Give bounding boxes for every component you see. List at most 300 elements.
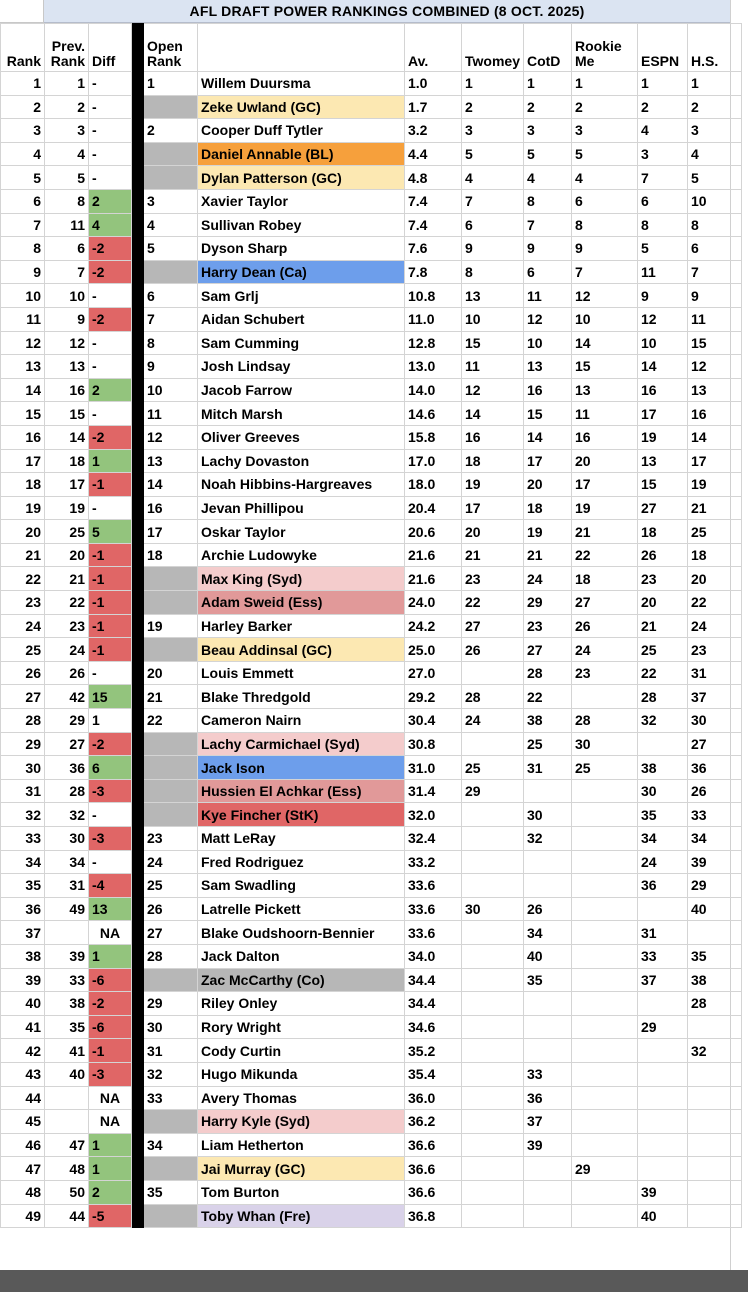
hs-cell[interactable]: 35 (687, 944, 741, 968)
cotd-cell[interactable]: 39 (523, 1133, 571, 1157)
average-cell[interactable]: 24.0 (405, 591, 462, 615)
rookie-me-cell[interactable]: 26 (571, 614, 637, 638)
prev-rank-cell[interactable]: 8 (45, 189, 89, 213)
average-cell[interactable]: 1.0 (405, 72, 462, 96)
player-name-cell[interactable]: Daniel Annable (BL) (198, 142, 405, 166)
prev-rank-cell[interactable] (45, 921, 89, 945)
hs-cell[interactable]: 22 (687, 591, 741, 615)
rookie-me-cell[interactable]: 11 (571, 402, 637, 426)
diff-cell[interactable]: -3 (89, 779, 132, 803)
header-player[interactable] (198, 24, 405, 72)
player-name-cell[interactable]: Beau Addinsal (GC) (198, 638, 405, 662)
twomey-cell[interactable]: 27 (462, 614, 524, 638)
rookie-me-cell[interactable] (571, 827, 637, 851)
twomey-cell[interactable]: 9 (462, 237, 524, 261)
rookie-me-cell[interactable]: 8 (571, 213, 637, 237)
average-cell[interactable]: 29.2 (405, 685, 462, 709)
twomey-cell[interactable] (462, 827, 524, 851)
rank-cell[interactable]: 12 (1, 331, 45, 355)
prev-rank-cell[interactable]: 12 (45, 331, 89, 355)
twomey-cell[interactable]: 11 (462, 355, 524, 379)
cotd-cell[interactable]: 40 (523, 944, 571, 968)
cotd-cell[interactable]: 16 (523, 378, 571, 402)
hs-cell[interactable]: 4 (687, 142, 741, 166)
espn-cell[interactable]: 11 (637, 260, 687, 284)
player-name-cell[interactable]: Willem Duursma (198, 72, 405, 96)
twomey-cell[interactable]: 2 (462, 95, 524, 119)
prev-rank-cell[interactable]: 4 (45, 142, 89, 166)
player-name-cell[interactable]: Sam Swadling (198, 874, 405, 898)
prev-rank-cell[interactable] (45, 1110, 89, 1134)
average-cell[interactable]: 34.4 (405, 968, 462, 992)
twomey-cell[interactable] (462, 944, 524, 968)
open-rank-cell[interactable]: 13 (144, 449, 198, 473)
cotd-cell[interactable]: 17 (523, 449, 571, 473)
cotd-cell[interactable]: 9 (523, 237, 571, 261)
rank-cell[interactable]: 14 (1, 378, 45, 402)
diff-cell[interactable]: 2 (89, 1180, 132, 1204)
prev-rank-cell[interactable]: 10 (45, 284, 89, 308)
cotd-cell[interactable]: 8 (523, 189, 571, 213)
average-cell[interactable]: 25.0 (405, 638, 462, 662)
rank-cell[interactable]: 8 (1, 237, 45, 261)
diff-cell[interactable]: - (89, 166, 132, 190)
average-cell[interactable]: 33.6 (405, 921, 462, 945)
hs-cell[interactable]: 6 (687, 237, 741, 261)
hs-cell[interactable]: 34 (687, 827, 741, 851)
rank-cell[interactable]: 44 (1, 1086, 45, 1110)
rank-cell[interactable]: 19 (1, 496, 45, 520)
hs-cell[interactable]: 3 (687, 119, 741, 143)
average-cell[interactable]: 7.4 (405, 189, 462, 213)
rank-cell[interactable]: 24 (1, 614, 45, 638)
twomey-cell[interactable] (462, 1133, 524, 1157)
player-name-cell[interactable]: Harry Kyle (Syd) (198, 1110, 405, 1134)
diff-cell[interactable]: 4 (89, 213, 132, 237)
hs-cell[interactable]: 37 (687, 685, 741, 709)
open-rank-cell[interactable]: 14 (144, 473, 198, 497)
cotd-cell[interactable]: 18 (523, 496, 571, 520)
player-name-cell[interactable]: Latrelle Pickett (198, 897, 405, 921)
average-cell[interactable]: 36.6 (405, 1133, 462, 1157)
rank-cell[interactable]: 40 (1, 992, 45, 1016)
open-rank-cell[interactable]: 8 (144, 331, 198, 355)
twomey-cell[interactable] (462, 1110, 524, 1134)
player-name-cell[interactable]: Hugo Mikunda (198, 1062, 405, 1086)
diff-cell[interactable]: -1 (89, 1039, 132, 1063)
hs-cell[interactable]: 9 (687, 284, 741, 308)
hs-cell[interactable]: 16 (687, 402, 741, 426)
open-rank-cell[interactable] (144, 638, 198, 662)
hs-cell[interactable]: 5 (687, 166, 741, 190)
average-cell[interactable]: 35.2 (405, 1039, 462, 1063)
cotd-cell[interactable]: 31 (523, 756, 571, 780)
rank-cell[interactable]: 1 (1, 72, 45, 96)
espn-cell[interactable]: 38 (637, 756, 687, 780)
rookie-me-cell[interactable]: 9 (571, 237, 637, 261)
cotd-cell[interactable] (523, 874, 571, 898)
open-rank-cell[interactable]: 22 (144, 709, 198, 733)
diff-cell[interactable]: - (89, 850, 132, 874)
rank-cell[interactable]: 9 (1, 260, 45, 284)
hs-cell[interactable]: 12 (687, 355, 741, 379)
prev-rank-cell[interactable]: 32 (45, 803, 89, 827)
player-name-cell[interactable]: Jacob Farrow (198, 378, 405, 402)
hs-cell[interactable] (687, 921, 741, 945)
rank-cell[interactable]: 5 (1, 166, 45, 190)
player-name-cell[interactable]: Matt LeRay (198, 827, 405, 851)
average-cell[interactable]: 3.2 (405, 119, 462, 143)
rookie-me-cell[interactable] (571, 1110, 637, 1134)
diff-cell[interactable]: - (89, 142, 132, 166)
twomey-cell[interactable]: 23 (462, 567, 524, 591)
average-cell[interactable]: 27.0 (405, 661, 462, 685)
open-rank-cell[interactable]: 6 (144, 284, 198, 308)
rank-cell[interactable]: 31 (1, 779, 45, 803)
cotd-cell[interactable]: 28 (523, 661, 571, 685)
espn-cell[interactable]: 21 (637, 614, 687, 638)
rookie-me-cell[interactable]: 6 (571, 189, 637, 213)
open-rank-cell[interactable]: 16 (144, 496, 198, 520)
rank-cell[interactable]: 18 (1, 473, 45, 497)
rank-cell[interactable]: 34 (1, 850, 45, 874)
prev-rank-cell[interactable]: 9 (45, 307, 89, 331)
cotd-cell[interactable]: 19 (523, 520, 571, 544)
diff-cell[interactable]: -1 (89, 638, 132, 662)
diff-cell[interactable]: -2 (89, 260, 132, 284)
diff-cell[interactable]: - (89, 661, 132, 685)
hs-cell[interactable]: 39 (687, 850, 741, 874)
rookie-me-cell[interactable] (571, 685, 637, 709)
average-cell[interactable]: 10.8 (405, 284, 462, 308)
twomey-cell[interactable]: 17 (462, 496, 524, 520)
diff-cell[interactable]: - (89, 331, 132, 355)
open-rank-cell[interactable]: 1 (144, 72, 198, 96)
espn-cell[interactable]: 3 (637, 142, 687, 166)
player-name-cell[interactable]: Oskar Taylor (198, 520, 405, 544)
hs-cell[interactable]: 13 (687, 378, 741, 402)
diff-cell[interactable]: 5 (89, 520, 132, 544)
average-cell[interactable]: 4.4 (405, 142, 462, 166)
rookie-me-cell[interactable] (571, 968, 637, 992)
player-name-cell[interactable]: Louis Emmett (198, 661, 405, 685)
rank-cell[interactable]: 7 (1, 213, 45, 237)
prev-rank-cell[interactable]: 42 (45, 685, 89, 709)
diff-cell[interactable]: -4 (89, 874, 132, 898)
player-name-cell[interactable]: Max King (Syd) (198, 567, 405, 591)
player-name-cell[interactable]: Mitch Marsh (198, 402, 405, 426)
espn-cell[interactable]: 23 (637, 567, 687, 591)
twomey-cell[interactable] (462, 661, 524, 685)
prev-rank-cell[interactable]: 2 (45, 95, 89, 119)
header-espn[interactable]: ESPN (637, 24, 687, 72)
rookie-me-cell[interactable] (571, 992, 637, 1016)
twomey-cell[interactable] (462, 803, 524, 827)
espn-cell[interactable] (637, 1062, 687, 1086)
open-rank-cell[interactable]: 33 (144, 1086, 198, 1110)
espn-cell[interactable]: 31 (637, 921, 687, 945)
open-rank-cell[interactable]: 3 (144, 189, 198, 213)
diff-cell[interactable]: -2 (89, 307, 132, 331)
twomey-cell[interactable] (462, 968, 524, 992)
diff-cell[interactable]: - (89, 496, 132, 520)
cotd-cell[interactable]: 5 (523, 142, 571, 166)
espn-cell[interactable] (637, 1133, 687, 1157)
rank-cell[interactable]: 39 (1, 968, 45, 992)
rank-cell[interactable]: 2 (1, 95, 45, 119)
open-rank-cell[interactable] (144, 779, 198, 803)
diff-cell[interactable]: -2 (89, 732, 132, 756)
open-rank-cell[interactable]: 9 (144, 355, 198, 379)
header-cotd[interactable]: CotD (523, 24, 571, 72)
diff-cell[interactable]: -1 (89, 473, 132, 497)
hs-cell[interactable]: 24 (687, 614, 741, 638)
rookie-me-cell[interactable] (571, 1062, 637, 1086)
diff-cell[interactable]: - (89, 284, 132, 308)
espn-cell[interactable]: 36 (637, 874, 687, 898)
hs-cell[interactable] (687, 1086, 741, 1110)
open-rank-cell[interactable]: 21 (144, 685, 198, 709)
open-rank-cell[interactable]: 12 (144, 425, 198, 449)
cotd-cell[interactable]: 21 (523, 543, 571, 567)
open-rank-cell[interactable]: 7 (144, 307, 198, 331)
rank-cell[interactable]: 46 (1, 1133, 45, 1157)
open-rank-cell[interactable]: 10 (144, 378, 198, 402)
cotd-cell[interactable] (523, 1015, 571, 1039)
espn-cell[interactable]: 2 (637, 95, 687, 119)
player-name-cell[interactable]: Tom Burton (198, 1180, 405, 1204)
espn-cell[interactable] (637, 1110, 687, 1134)
twomey-cell[interactable]: 16 (462, 425, 524, 449)
player-name-cell[interactable]: Dylan Patterson (GC) (198, 166, 405, 190)
average-cell[interactable]: 32.4 (405, 827, 462, 851)
rookie-me-cell[interactable] (571, 921, 637, 945)
header-rank[interactable]: Rank (1, 24, 45, 72)
player-name-cell[interactable]: Dyson Sharp (198, 237, 405, 261)
cotd-cell[interactable]: 34 (523, 921, 571, 945)
twomey-cell[interactable]: 20 (462, 520, 524, 544)
player-name-cell[interactable]: Lachy Carmichael (Syd) (198, 732, 405, 756)
diff-cell[interactable]: 1 (89, 449, 132, 473)
average-cell[interactable]: 20.6 (405, 520, 462, 544)
hs-cell[interactable] (687, 1157, 741, 1181)
player-name-cell[interactable]: Rory Wright (198, 1015, 405, 1039)
average-cell[interactable]: 13.0 (405, 355, 462, 379)
twomey-cell[interactable]: 1 (462, 72, 524, 96)
cotd-cell[interactable]: 13 (523, 355, 571, 379)
rank-cell[interactable]: 17 (1, 449, 45, 473)
prev-rank-cell[interactable]: 19 (45, 496, 89, 520)
corner-cell[interactable] (0, 0, 44, 23)
average-cell[interactable]: 31.4 (405, 779, 462, 803)
diff-cell[interactable]: -1 (89, 567, 132, 591)
espn-cell[interactable]: 16 (637, 378, 687, 402)
prev-rank-cell[interactable]: 6 (45, 237, 89, 261)
open-rank-cell[interactable] (144, 756, 198, 780)
prev-rank-cell[interactable]: 34 (45, 850, 89, 874)
twomey-cell[interactable] (462, 1180, 524, 1204)
prev-rank-cell[interactable]: 11 (45, 213, 89, 237)
diff-cell[interactable]: -1 (89, 591, 132, 615)
rank-cell[interactable]: 29 (1, 732, 45, 756)
twomey-cell[interactable]: 25 (462, 756, 524, 780)
diff-cell[interactable]: -1 (89, 543, 132, 567)
diff-cell[interactable]: -6 (89, 968, 132, 992)
hs-cell[interactable]: 31 (687, 661, 741, 685)
hs-cell[interactable]: 11 (687, 307, 741, 331)
espn-cell[interactable]: 27 (637, 496, 687, 520)
prev-rank-cell[interactable]: 15 (45, 402, 89, 426)
rookie-me-cell[interactable]: 7 (571, 260, 637, 284)
average-cell[interactable]: 7.6 (405, 237, 462, 261)
rookie-me-cell[interactable]: 12 (571, 284, 637, 308)
average-cell[interactable]: 36.6 (405, 1180, 462, 1204)
hs-cell[interactable]: 30 (687, 709, 741, 733)
diff-cell[interactable]: -2 (89, 992, 132, 1016)
average-cell[interactable]: 11.0 (405, 307, 462, 331)
rookie-me-cell[interactable] (571, 803, 637, 827)
rookie-me-cell[interactable]: 2 (571, 95, 637, 119)
cotd-cell[interactable]: 37 (523, 1110, 571, 1134)
diff-cell[interactable]: 1 (89, 1133, 132, 1157)
player-name-cell[interactable]: Archie Ludowyke (198, 543, 405, 567)
espn-cell[interactable]: 1 (637, 72, 687, 96)
cotd-cell[interactable]: 36 (523, 1086, 571, 1110)
diff-cell[interactable]: -3 (89, 1062, 132, 1086)
hs-cell[interactable]: 14 (687, 425, 741, 449)
twomey-cell[interactable]: 19 (462, 473, 524, 497)
player-name-cell[interactable]: Cooper Duff Tytler (198, 119, 405, 143)
open-rank-cell[interactable]: 4 (144, 213, 198, 237)
cotd-cell[interactable]: 22 (523, 685, 571, 709)
rookie-me-cell[interactable]: 16 (571, 425, 637, 449)
prev-rank-cell[interactable]: 1 (45, 72, 89, 96)
prev-rank-cell[interactable]: 40 (45, 1062, 89, 1086)
average-cell[interactable]: 36.8 (405, 1204, 462, 1228)
rank-cell[interactable]: 23 (1, 591, 45, 615)
espn-cell[interactable] (637, 992, 687, 1016)
prev-rank-cell[interactable]: 17 (45, 473, 89, 497)
rank-cell[interactable]: 26 (1, 661, 45, 685)
cotd-cell[interactable]: 38 (523, 709, 571, 733)
cotd-cell[interactable] (523, 850, 571, 874)
prev-rank-cell[interactable]: 20 (45, 543, 89, 567)
open-rank-cell[interactable]: 29 (144, 992, 198, 1016)
diff-cell[interactable]: - (89, 355, 132, 379)
player-name-cell[interactable]: Jevan Phillipou (198, 496, 405, 520)
open-rank-cell[interactable]: 17 (144, 520, 198, 544)
cotd-cell[interactable]: 20 (523, 473, 571, 497)
open-rank-cell[interactable]: 24 (144, 850, 198, 874)
average-cell[interactable]: 30.8 (405, 732, 462, 756)
hs-cell[interactable]: 1 (687, 72, 741, 96)
hs-cell[interactable]: 8 (687, 213, 741, 237)
twomey-cell[interactable]: 21 (462, 543, 524, 567)
hs-cell[interactable]: 32 (687, 1039, 741, 1063)
espn-cell[interactable]: 10 (637, 331, 687, 355)
open-rank-cell[interactable]: 27 (144, 921, 198, 945)
twomey-cell[interactable]: 14 (462, 402, 524, 426)
twomey-cell[interactable]: 29 (462, 779, 524, 803)
hs-cell[interactable]: 7 (687, 260, 741, 284)
diff-cell[interactable]: 2 (89, 378, 132, 402)
rank-cell[interactable]: 41 (1, 1015, 45, 1039)
prev-rank-cell[interactable]: 23 (45, 614, 89, 638)
hs-cell[interactable]: 25 (687, 520, 741, 544)
cotd-cell[interactable]: 11 (523, 284, 571, 308)
diff-cell[interactable]: - (89, 119, 132, 143)
rookie-me-cell[interactable]: 13 (571, 378, 637, 402)
rookie-me-cell[interactable] (571, 1133, 637, 1157)
twomey-cell[interactable] (462, 850, 524, 874)
prev-rank-cell[interactable]: 3 (45, 119, 89, 143)
prev-rank-cell[interactable]: 24 (45, 638, 89, 662)
rookie-me-cell[interactable]: 4 (571, 166, 637, 190)
player-name-cell[interactable]: Jai Murray (GC) (198, 1157, 405, 1181)
rank-cell[interactable]: 21 (1, 543, 45, 567)
espn-cell[interactable]: 17 (637, 402, 687, 426)
espn-cell[interactable]: 35 (637, 803, 687, 827)
diff-cell[interactable]: -1 (89, 614, 132, 638)
rank-cell[interactable]: 37 (1, 921, 45, 945)
twomey-cell[interactable] (462, 1157, 524, 1181)
twomey-cell[interactable]: 30 (462, 897, 524, 921)
rookie-me-cell[interactable] (571, 1086, 637, 1110)
prev-rank-cell[interactable] (45, 1086, 89, 1110)
average-cell[interactable]: 15.8 (405, 425, 462, 449)
rank-cell[interactable]: 47 (1, 1157, 45, 1181)
average-cell[interactable]: 1.7 (405, 95, 462, 119)
prev-rank-cell[interactable]: 22 (45, 591, 89, 615)
rank-cell[interactable]: 32 (1, 803, 45, 827)
rank-cell[interactable]: 10 (1, 284, 45, 308)
header-twomey[interactable]: Twomey (462, 24, 524, 72)
espn-cell[interactable]: 22 (637, 661, 687, 685)
average-cell[interactable]: 17.0 (405, 449, 462, 473)
open-rank-cell[interactable]: 23 (144, 827, 198, 851)
espn-cell[interactable] (637, 897, 687, 921)
twomey-cell[interactable] (462, 1015, 524, 1039)
diff-cell[interactable]: -2 (89, 237, 132, 261)
twomey-cell[interactable]: 5 (462, 142, 524, 166)
rank-cell[interactable]: 3 (1, 119, 45, 143)
hs-cell[interactable]: 29 (687, 874, 741, 898)
average-cell[interactable]: 24.2 (405, 614, 462, 638)
diff-cell[interactable]: - (89, 402, 132, 426)
rank-cell[interactable]: 11 (1, 307, 45, 331)
header-hs[interactable]: H.S. (687, 24, 741, 72)
espn-cell[interactable]: 4 (637, 119, 687, 143)
espn-cell[interactable]: 33 (637, 944, 687, 968)
twomey-cell[interactable]: 13 (462, 284, 524, 308)
average-cell[interactable]: 32.0 (405, 803, 462, 827)
rookie-me-cell[interactable] (571, 1015, 637, 1039)
rank-cell[interactable]: 22 (1, 567, 45, 591)
rank-cell[interactable]: 4 (1, 142, 45, 166)
diff-cell[interactable]: 15 (89, 685, 132, 709)
hs-cell[interactable]: 18 (687, 543, 741, 567)
average-cell[interactable]: 31.0 (405, 756, 462, 780)
twomey-cell[interactable] (462, 732, 524, 756)
diff-cell[interactable]: - (89, 803, 132, 827)
cotd-cell[interactable] (523, 1204, 571, 1228)
twomey-cell[interactable]: 24 (462, 709, 524, 733)
open-rank-cell[interactable]: 28 (144, 944, 198, 968)
rookie-me-cell[interactable]: 19 (571, 496, 637, 520)
open-rank-cell[interactable]: 18 (144, 543, 198, 567)
open-rank-cell[interactable] (144, 166, 198, 190)
espn-cell[interactable] (637, 1086, 687, 1110)
